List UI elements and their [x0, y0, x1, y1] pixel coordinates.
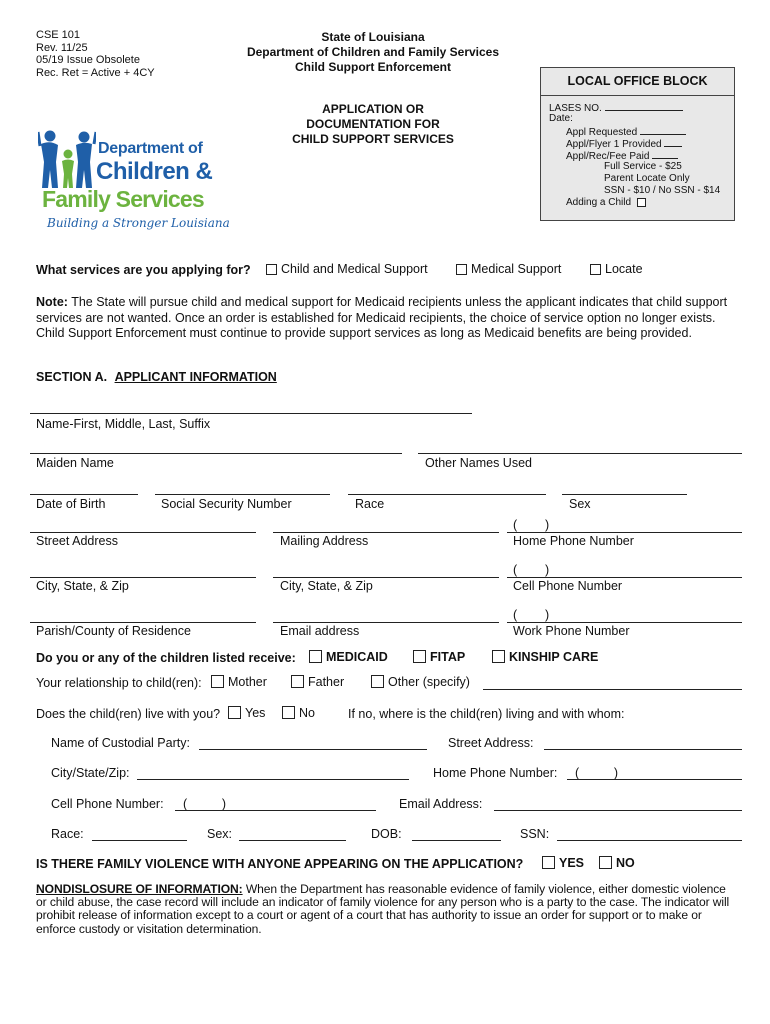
mailing-label: Mailing Address	[280, 534, 369, 548]
city-input-line[interactable]	[30, 577, 256, 578]
form-obsolete-note: 05/19 Issue Obsolete	[36, 54, 140, 66]
city-label: City, State, & Zip	[36, 579, 129, 593]
appl-fee-label: Appl/Rec/Fee Paid	[566, 151, 650, 162]
father-checkbox[interactable]	[291, 675, 304, 688]
custodial-race-input-line[interactable]	[92, 840, 187, 841]
cell-phone-parens: ( )	[513, 563, 550, 577]
appl-flyer-label: Appl/Flyer 1 Provided	[566, 139, 662, 150]
agency-heading	[223, 30, 523, 75]
home-phone-parens: ( )	[513, 518, 550, 532]
custodial-dob-input-line[interactable]	[412, 840, 501, 841]
family-violence-question: IS THERE FAMILY VIOLENCE WITH ANYONE APPEARING ON THE APPLICATION?	[36, 857, 524, 871]
form-title-line: APPLICATION OR	[322, 102, 424, 116]
custodial-street-label: Street Address:	[448, 736, 534, 750]
work-phone-input-line[interactable]	[507, 622, 742, 623]
office-block-title: LOCAL OFFICE BLOCK	[541, 68, 734, 96]
custodial-home-phone-parens: ( )	[575, 766, 619, 780]
fitap-option[interactable]	[413, 650, 465, 664]
other-names-input-line[interactable]	[418, 453, 742, 454]
option-label: Father	[308, 675, 345, 689]
option-label: MEDICAID	[326, 650, 388, 664]
sex-label: Sex	[569, 497, 591, 511]
live-with-question: Does the child(ren) live with you?	[36, 707, 221, 721]
race-input-line[interactable]	[348, 494, 546, 495]
mailing-city-input-line[interactable]	[273, 577, 499, 578]
dob-input-line[interactable]	[30, 494, 138, 495]
live-with-yes-checkbox[interactable]	[228, 706, 241, 719]
option-label: FITAP	[430, 650, 466, 664]
street-label: Street Address	[36, 534, 118, 548]
custodial-city-input-line[interactable]	[137, 779, 409, 780]
custodial-sex-label: Sex:	[207, 827, 233, 841]
medicaid-note	[36, 295, 736, 342]
form-meta	[36, 29, 155, 79]
cell-phone-label: Cell Phone Number	[513, 579, 623, 593]
custodial-cell-phone-parens: ( )	[183, 797, 227, 811]
maiden-name-label: Maiden Name	[36, 456, 114, 470]
adding-child-label: Adding a Child	[566, 197, 632, 208]
mailing-city-label: City, State, & Zip	[280, 579, 373, 593]
name-label: Name-First, Middle, Last, Suffix	[36, 417, 211, 431]
violence-yes-option[interactable]	[542, 856, 584, 870]
lases-label: LASES NO.	[549, 103, 602, 114]
custodial-ssn-input-line[interactable]	[557, 840, 742, 841]
street-input-line[interactable]	[30, 532, 256, 533]
father-option[interactable]	[291, 675, 344, 689]
custodial-race-label: Race:	[51, 827, 84, 841]
home-phone-input-line[interactable]	[507, 532, 742, 533]
option-label: NO	[616, 856, 635, 870]
fitap-checkbox[interactable]	[413, 650, 426, 663]
cell-phone-input-line[interactable]	[507, 577, 742, 578]
relationship-question: Your relationship to child(ren):	[36, 676, 202, 690]
adding-child-option[interactable]	[566, 197, 650, 209]
parish-input-line[interactable]	[30, 622, 256, 623]
mailing-input-line[interactable]	[273, 532, 499, 533]
custodial-ssn-label: SSN:	[520, 827, 550, 841]
form-number: CSE 101	[36, 29, 81, 41]
kinship-care-checkbox[interactable]	[492, 650, 505, 663]
state-name: State of Louisiana	[321, 30, 425, 44]
logo-department: Department of	[98, 140, 203, 157]
nondisclosure-label: NONDISLOSURE OF INFORMATION:	[36, 882, 243, 896]
custodial-city-label: City/State/Zip:	[51, 766, 130, 780]
medical-support-checkbox[interactable]	[456, 264, 467, 275]
name-input-line[interactable]	[30, 413, 472, 414]
division-name: Child Support Enforcement	[295, 60, 451, 74]
nondisclosure-text: When the Department has reasonable evidence of family violence, either domestic violence or child abuse, the case record will include an indicator of family violence for any person who is a party to the case. The indicator will prohibit release of information except to a court or agent of a court that has authority to issue an order for support or to make or enforce custody or visitation determination.	[36, 882, 730, 936]
child-medical-support-checkbox[interactable]	[266, 264, 277, 275]
option-label: Locate	[605, 262, 643, 276]
medical-support-option[interactable]	[456, 262, 561, 276]
family-figures-icon	[38, 128, 96, 190]
benefits-question: Do you or any of the children listed receive:	[36, 651, 296, 665]
email-label: Email address	[280, 624, 360, 638]
email-input-line[interactable]	[273, 622, 499, 623]
option-label: Yes	[245, 706, 266, 720]
logo-tagline: Building a Stronger Louisiana	[47, 216, 230, 230]
section-a-prefix: SECTION A.	[36, 370, 108, 384]
custodial-home-phone-label: Home Phone Number:	[433, 766, 558, 780]
department-name: Department of Children and Family Services	[246, 45, 500, 59]
parent-locate-fee: Parent Locate Only	[604, 173, 690, 184]
local-office-block	[540, 67, 735, 221]
full-service-fee: Full Service - $25	[604, 161, 682, 172]
kinship-care-option[interactable]	[492, 650, 598, 664]
other-relationship-input-line[interactable]	[483, 689, 742, 690]
ssn-label: Social Security Number	[161, 497, 292, 511]
work-phone-parens: ( )	[513, 608, 550, 622]
option-label: Medical Support	[471, 262, 562, 276]
custodial-name-label: Name of Custodial Party:	[51, 736, 190, 750]
custodial-email-label: Email Address:	[399, 797, 483, 811]
form-title	[263, 102, 483, 147]
live-with-yes-option[interactable]	[228, 706, 265, 720]
custodial-street-input-line[interactable]	[544, 749, 742, 750]
logo-family-services: Family Services	[42, 186, 204, 212]
other-relationship-option[interactable]	[371, 675, 470, 689]
form-retention: Rec. Ret = Active + 4CY	[36, 66, 155, 79]
adding-child-checkbox[interactable]	[637, 198, 646, 207]
medicaid-option[interactable]	[309, 650, 388, 664]
mother-checkbox[interactable]	[211, 675, 224, 688]
form-revision: Rev. 11/25	[36, 41, 88, 54]
nondisclosure-paragraph	[36, 883, 736, 936]
custodial-home-phone-input-line[interactable]	[567, 779, 742, 780]
ssn-input-line[interactable]	[155, 494, 330, 495]
parish-label: Parish/County of Residence	[36, 624, 191, 638]
violence-yes-checkbox[interactable]	[542, 856, 555, 869]
logo-children: Children &	[96, 158, 213, 185]
mother-option[interactable]	[211, 675, 267, 689]
note-label: Note:	[36, 295, 68, 309]
locate-option[interactable]	[590, 262, 643, 276]
option-label: YES	[559, 856, 585, 870]
live-with-no-checkbox[interactable]	[282, 706, 295, 719]
services-question: What services are you applying for?	[36, 263, 251, 277]
custodial-email-input-line[interactable]	[494, 810, 742, 811]
other-names-label: Other Names Used	[425, 456, 532, 470]
other-relationship-checkbox[interactable]	[371, 675, 384, 688]
option-label: Mother	[228, 675, 267, 689]
custodial-cell-phone-label: Cell Phone Number:	[51, 797, 164, 811]
ssn-fee: SSN - $10 / No SSN - $14	[604, 185, 721, 196]
dcfs-logo	[38, 126, 230, 232]
locate-checkbox[interactable]	[590, 264, 601, 275]
violence-no-checkbox[interactable]	[599, 856, 612, 869]
section-a-title: APPLICANT INFORMATION	[114, 370, 277, 384]
race-label: Race	[355, 497, 385, 511]
maiden-name-input-line[interactable]	[30, 453, 402, 454]
if-no-label: If no, where is the child(ren) living and with whom:	[348, 707, 625, 721]
form-title-line: DOCUMENTATION FOR	[306, 117, 440, 131]
work-phone-label: Work Phone Number	[513, 624, 630, 638]
section-a-heading	[36, 370, 277, 384]
sex-input-line[interactable]	[562, 494, 687, 495]
custodial-cell-phone-input-line[interactable]	[175, 810, 376, 811]
medicaid-checkbox[interactable]	[309, 650, 322, 663]
option-label: Other (specify)	[388, 675, 470, 689]
dob-label: Date of Birth	[36, 497, 106, 511]
option-label: Child and Medical Support	[281, 262, 428, 276]
custodial-dob-label: DOB:	[371, 827, 402, 841]
form-title-line: CHILD SUPPORT SERVICES	[292, 132, 454, 146]
office-date-label: Date:	[549, 113, 573, 124]
home-phone-label: Home Phone Number	[513, 534, 634, 548]
child-medical-support-option[interactable]	[266, 262, 428, 276]
custodial-sex-input-line[interactable]	[239, 840, 346, 841]
note-text: The State will pursue child and medical support for Medicaid recipients unless the applicant indicates that child support services are not wanted. Once an order is established for Medicaid recipients, the choice of service option no longer exists. Child Support Enforcement must continue to provide support services as long as Medicaid benefits are being provided.	[36, 295, 728, 340]
live-with-no-option[interactable]	[282, 706, 315, 720]
custodial-name-input-line[interactable]	[199, 749, 427, 750]
violence-no-option[interactable]	[599, 856, 635, 870]
option-label: No	[299, 706, 315, 720]
option-label: KINSHIP CARE	[509, 650, 599, 664]
appl-requested-label: Appl Requested	[566, 127, 638, 138]
